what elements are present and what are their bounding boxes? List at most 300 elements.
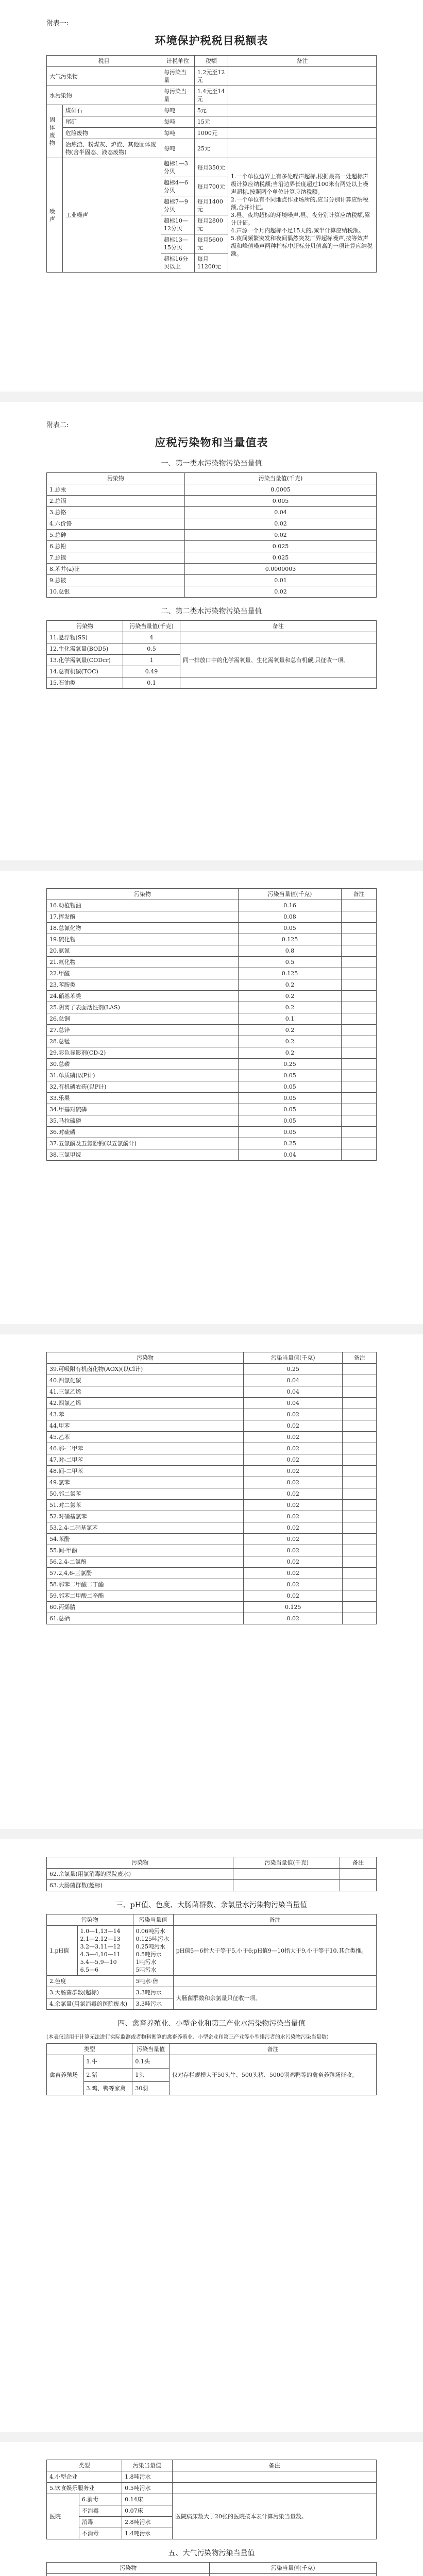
col-header: 污染物	[47, 889, 239, 900]
pollutant: 2.色度	[47, 1976, 133, 1987]
table-row	[47, 496, 377, 507]
note	[340, 1869, 377, 1880]
table-row	[47, 677, 377, 689]
type: 不消毒	[79, 2528, 122, 2539]
note	[341, 911, 376, 923]
table-row	[47, 1432, 377, 1443]
note	[341, 945, 376, 957]
table-row	[47, 968, 377, 979]
note	[341, 1025, 376, 1036]
table-row	[47, 1025, 377, 1036]
table-row	[47, 518, 377, 530]
col-header: 污染物	[47, 2563, 210, 2574]
livestock-table	[46, 2043, 377, 2095]
equiv-value: 0.2	[239, 1025, 342, 1036]
col-header: 备注	[169, 2044, 376, 2055]
equiv-value: 0.02	[244, 1432, 343, 1443]
tax-note	[228, 116, 377, 128]
col-header: 污染当量值(千克)	[244, 1352, 343, 1364]
pollutant: 39.可吸附有机卤化物(AOX)(以Cl计)	[47, 1364, 244, 1375]
equiv-value: 0.02	[244, 1420, 343, 1432]
note	[343, 1568, 377, 1579]
pollutant: 41.三氯乙烯	[47, 1386, 244, 1398]
equiv-value: 0.08	[239, 911, 342, 923]
table-row	[47, 1466, 377, 1477]
table-row	[47, 1568, 377, 1579]
note	[341, 1127, 376, 1138]
note	[343, 1556, 377, 1568]
equiv-value: 0.2	[239, 991, 342, 1002]
pollutant: 58.邻苯二甲酸二丁酯	[47, 1579, 244, 1590]
note	[343, 1375, 377, 1386]
tax-item: 冶炼渣、粉煤灰、炉渣、其他固体废物(含半固态、液态废物)	[63, 139, 161, 158]
page-2	[0, 402, 423, 860]
equiv-value: 0.8	[239, 945, 342, 957]
equiv-value: 0.25	[239, 1138, 342, 1149]
ph-color-table	[46, 1914, 377, 2010]
group-label: 医院	[47, 2494, 79, 2539]
pollutant: 60.丙烯腈	[47, 1602, 244, 1613]
pollutant: 53.2,4-二硝基氯苯	[47, 1522, 244, 1534]
tax-amount: 5元	[194, 105, 228, 116]
col-header: 污染当量值	[122, 2460, 173, 2471]
noise-group: 噪声	[47, 158, 63, 273]
pollutant: 23.苯胺类	[47, 979, 239, 991]
table-row	[47, 484, 377, 496]
noise-note: 5.夜间频繁突发和夜间偶然突发厂界超标噪声,按等效声级和峰值噪声两种指标中超标分贝值高的一项计算应纳税额。	[231, 235, 373, 257]
col-header: 备注	[173, 1914, 376, 1926]
noise-notes	[228, 158, 377, 273]
pollutant	[47, 2574, 210, 2576]
type: 不消毒	[79, 2505, 122, 2517]
table-row	[47, 552, 377, 564]
note	[343, 1534, 377, 1545]
pollutant: 29.彩色显影剂(CD-2)	[47, 1047, 239, 1059]
tax-note	[228, 67, 377, 86]
note	[341, 923, 376, 934]
note	[341, 1070, 376, 1081]
pollutant: 27.总锌	[47, 1025, 239, 1036]
pollutant: 12.生化需氧量(BOD5)	[47, 643, 123, 655]
pollutant: 8.苯并(a)芘	[47, 564, 185, 575]
table-row	[47, 1409, 377, 1420]
pollutant: 52.对硝基氯苯	[47, 1511, 244, 1522]
type: 1.牛	[83, 2055, 132, 2069]
air-pollutant-table	[46, 2562, 377, 2576]
equiv-value: 0.05	[239, 1115, 342, 1127]
equiv-value: 0.0005	[185, 484, 377, 496]
note	[343, 1522, 377, 1534]
pollutant: 46.邻-二甲苯	[47, 1443, 244, 1454]
noise-level: 超标10—12分贝	[161, 215, 194, 234]
table-row	[47, 1443, 377, 1454]
page-title: 应税污染物和当量值表	[155, 436, 268, 449]
table-row	[47, 643, 377, 655]
pollutant: 2.总镉	[47, 496, 185, 507]
pollutant: 18.总氰化物	[47, 923, 239, 934]
col-header: 污染当量值(千克)	[233, 1857, 340, 1869]
table-row	[47, 1545, 377, 1556]
col-header: 税额	[194, 56, 228, 67]
note	[341, 900, 376, 911]
equiv-value	[210, 2574, 377, 2576]
pollutant: 21.氟化物	[47, 957, 239, 968]
table-row	[47, 632, 377, 643]
col-header: 污染当量值(千克)	[210, 2563, 377, 2574]
note: 同一排放口中的化学需氧量、生化需氧量和总有机碳,只征收一项。	[180, 643, 376, 677]
table-row	[47, 2574, 377, 2576]
equiv-value: 0.05	[239, 1093, 342, 1104]
class2-water-table-cont	[46, 1352, 377, 1624]
equiv-value: 0.02	[244, 1522, 343, 1534]
equiv-value: 0.07床	[122, 2505, 173, 2517]
pollutant: 4.六价铬	[47, 518, 185, 530]
equiv-value: 0.02	[185, 586, 377, 598]
tax-amount: 1000元	[194, 128, 228, 139]
equiv-value: 0.5	[239, 957, 342, 968]
equiv-value: 2.8吨污水	[122, 2517, 173, 2528]
pollutant: 4.余氯量(用氯消毒的医院废水)	[47, 1998, 133, 2010]
pollutant: 10.总银	[47, 586, 185, 598]
col-header: 税目	[47, 56, 161, 67]
noise-level: 超标4—6分贝	[161, 177, 194, 196]
pollutant: 62.余氯量(用氯消毒的医院废水)	[47, 1869, 233, 1880]
col-header: 污染当量值	[132, 2044, 170, 2055]
equiv-value: 1.8吨污水	[122, 2471, 173, 2483]
note	[341, 1059, 376, 1070]
note	[341, 1093, 376, 1104]
tax-amount: 15元	[194, 116, 228, 128]
page-title: 环境保护税税目税额表	[155, 34, 268, 47]
table-row	[47, 1149, 377, 1161]
col-header: 类型	[47, 2044, 132, 2055]
tax-unit: 每吨	[161, 139, 194, 158]
equiv-value: 0.02	[244, 1443, 343, 1454]
pollutant: 31.单质磷(以P计)	[47, 1070, 239, 1081]
note	[343, 1443, 377, 1454]
col-header: 备注	[340, 1857, 377, 1869]
col-header: 污染物	[47, 473, 185, 484]
note	[343, 1590, 377, 1602]
col-header: 备注	[343, 1352, 377, 1364]
note	[341, 1149, 376, 1161]
equiv-value: 0.02	[185, 518, 377, 530]
tax-item: 危险废物	[63, 128, 161, 139]
note	[341, 968, 376, 979]
noise-amount: 每月2800元	[194, 215, 228, 234]
equiv-value: 0.05	[239, 1127, 342, 1138]
table-row	[47, 1364, 377, 1375]
page-5	[0, 1839, 423, 2432]
note	[341, 1013, 376, 1025]
tax-note	[228, 128, 377, 139]
table-row	[47, 1386, 377, 1398]
tax-note	[228, 139, 377, 158]
note: 医院病床数大于20张的医院按本表计算污染当量数。	[172, 2494, 376, 2539]
table-row	[47, 1477, 377, 1488]
col-header: 污染当量值(千克)	[239, 889, 342, 900]
type: 5.饮食娱乐服务业	[47, 2483, 122, 2494]
type: 消毒	[79, 2517, 122, 2528]
pollutant: 1.pH值	[47, 1926, 78, 1976]
table-row	[47, 1127, 377, 1138]
equiv-value: 0.02	[244, 1534, 343, 1545]
table-row	[47, 1138, 377, 1149]
equiv-value: 0.02	[244, 1500, 343, 1511]
solid-waste-group: 固体废物	[47, 105, 63, 158]
tax-unit: 每污染当量	[161, 67, 194, 86]
pollutant: 16.动植物油	[47, 900, 239, 911]
table-row	[47, 1002, 377, 1013]
note	[180, 632, 376, 643]
equiv-value: 0.2	[239, 979, 342, 991]
table-row	[47, 1093, 377, 1104]
noise-level: 超标16分贝以上	[161, 253, 194, 273]
equiv-value: 0.02	[244, 1545, 343, 1556]
equiv-value: 0.14床	[122, 2494, 173, 2505]
pollutant: 44.甲苯	[47, 1420, 244, 1432]
table-row	[47, 991, 377, 1002]
noise-amount: 每月350元	[194, 158, 228, 177]
section-title: 五、大气污染物污染当量值	[168, 2549, 255, 2557]
table-row	[47, 541, 377, 552]
equiv-value: 0.05	[239, 1081, 342, 1093]
type: 2.猪	[83, 2069, 132, 2082]
table-row	[47, 1880, 377, 1891]
col-header: 污染物	[47, 621, 123, 632]
tax-item: 尾矿	[63, 116, 161, 128]
attachment-label: 附表二:	[46, 421, 69, 429]
equiv-value: 0.02	[244, 1488, 343, 1500]
class2-water-table	[46, 620, 377, 689]
equiv-value: 0.005	[185, 496, 377, 507]
col-header: 污染物	[47, 1352, 244, 1364]
equiv-value: 0.025	[185, 552, 377, 564]
note	[172, 2483, 376, 2494]
note	[343, 1386, 377, 1398]
type: 6.消毒	[79, 2494, 122, 2505]
pollutant: 32.有机磷农药(以P计)	[47, 1081, 239, 1093]
note	[343, 1398, 377, 1409]
page-1	[0, 0, 423, 392]
equiv-value: 0.25	[239, 1059, 342, 1070]
noise-amount: 每月5600元	[194, 234, 228, 253]
page-3	[0, 871, 423, 1324]
col-header: 污染当量值(千克)	[185, 473, 377, 484]
section-title: 一、第一类水污染物污染当量值	[161, 460, 262, 468]
class2-water-table-cont	[46, 888, 377, 1161]
col-header: 备注	[180, 621, 376, 632]
note	[343, 1511, 377, 1522]
pollutant: 30.总磷	[47, 1059, 239, 1070]
pollutant: 63.大肠菌群数(超标)	[47, 1880, 233, 1891]
col-header: 类型	[47, 2460, 122, 2471]
equiv-value: 0.02	[185, 530, 377, 541]
table-row	[47, 923, 377, 934]
note: 大肠菌群数和余氯量只征收一项。	[173, 1987, 376, 2010]
equiv-value: 0.5	[123, 643, 180, 655]
type: 4.小型企业	[47, 2471, 122, 2483]
tax-unit: 每吨	[161, 105, 194, 116]
pollutant: 56.2,4-二氯酚	[47, 1556, 244, 1568]
equiv-value: 0.5吨污水	[122, 2483, 173, 2494]
table-row	[47, 979, 377, 991]
note	[343, 1602, 377, 1613]
equiv-value: 0.05	[239, 1104, 342, 1115]
note	[341, 991, 376, 1002]
equiv-value: 0.04	[244, 1398, 343, 1409]
note	[343, 1477, 377, 1488]
note	[343, 1545, 377, 1556]
equiv-value	[233, 1869, 340, 1880]
equiv-value: 0.2	[239, 1036, 342, 1047]
table-row	[47, 1070, 377, 1081]
equiv-value: 1	[123, 655, 180, 666]
pollutant: 13.化学需氧量(CODcr)	[47, 655, 123, 666]
equiv-value: 1.4吨污水	[122, 2528, 173, 2539]
table-row	[47, 1534, 377, 1545]
noise-note: 3.昼、夜均超标的环境噪声,昼、夜分别计算应纳税额,累计计征。	[231, 212, 370, 226]
equiv-value: 0.04	[185, 507, 377, 518]
table-row	[47, 1590, 377, 1602]
table-row	[47, 1059, 377, 1070]
equiv-value: 0.49	[123, 666, 180, 677]
tax-item: 水污染物	[47, 86, 161, 105]
table-row	[47, 507, 377, 518]
pollutant: 35.马拉硫磷	[47, 1115, 239, 1127]
section-title: 二、第二类水污染物污染当量值	[161, 607, 262, 616]
pollutant: 24.硝基苯类	[47, 991, 239, 1002]
note	[341, 1036, 376, 1047]
tax-note	[228, 105, 377, 116]
pollutant: 28.总锰	[47, 1036, 239, 1047]
pollutant: 6.总铅	[47, 541, 185, 552]
tax-note	[228, 86, 377, 105]
pollutant: 17.挥发酚	[47, 911, 239, 923]
pollutant: 25.阴离子表面活性剂(LAS)	[47, 1002, 239, 1013]
equiv-value: 0.05	[239, 923, 342, 934]
note	[343, 1488, 377, 1500]
table-row	[47, 1013, 377, 1025]
pollutant: 47.对-二甲苯	[47, 1454, 244, 1466]
equiv-value: 0.2	[239, 1047, 342, 1059]
note	[341, 1115, 376, 1127]
col-header: 污染当量值(千克)	[123, 621, 180, 632]
tax-item: 大气污染物	[47, 67, 161, 86]
table-row	[47, 1869, 377, 1880]
col-header: 备注	[228, 56, 377, 67]
table-row	[47, 564, 377, 575]
equiv-value: 0.125	[244, 1602, 343, 1613]
pollutant: 20.氨氮	[47, 945, 239, 957]
note	[340, 1880, 377, 1891]
equiv-value: 0.02	[244, 1409, 343, 1420]
equiv-value: 0.125	[239, 934, 342, 945]
equiv-value: 0.02	[244, 1613, 343, 1624]
equiv-value: 5吨水·倍	[133, 1976, 173, 1987]
pollutant: 26.总铜	[47, 1013, 239, 1025]
pollutant: 5.总砷	[47, 530, 185, 541]
noise-note: 1.一个单位边界上有多处噪声超标,根据最高一处超标声级计算应纳税额;当沿边界长度超过100米有两处以上噪声超标,按照两个单位计算应纳税额。	[231, 173, 368, 195]
col-header: 计税单位	[161, 56, 194, 67]
tax-amount: 1.4元至14元	[194, 86, 228, 105]
section-title: 四、禽畜养殖业、小型企业和第三产业水污染物污染当量值	[117, 2020, 306, 2028]
equiv-value: 1头	[132, 2069, 170, 2082]
pollutant: 61.总硒	[47, 1613, 244, 1624]
table-row	[47, 1398, 377, 1409]
pollutant: 9.总铍	[47, 575, 185, 586]
table-row	[47, 934, 377, 945]
tax-unit: 每污染当量	[161, 86, 194, 105]
equiv-value: 0.1头	[132, 2055, 170, 2069]
col-header: 备注	[341, 889, 376, 900]
equiv-value: 0.02	[244, 1454, 343, 1466]
note	[343, 1466, 377, 1477]
note	[341, 1104, 376, 1115]
equiv-value: 0.04	[239, 1149, 342, 1161]
equiv-value: 0.06吨污水 0.125吨污水 0.25吨污水 0.5吨污水 1吨污水 5吨污水	[133, 1926, 173, 1976]
note	[341, 934, 376, 945]
table-row	[47, 957, 377, 968]
class1-water-table	[46, 472, 377, 598]
note: pH值5—6指大于等于5,小于6;pH值9—10指大于9,小于等于10,其余类推。	[173, 1926, 376, 1976]
equiv-value: 0.2	[239, 1002, 342, 1013]
equiv-value: 0.04	[244, 1386, 343, 1398]
note	[341, 1081, 376, 1093]
table-row	[47, 1420, 377, 1432]
equiv-value: 0.1	[239, 1013, 342, 1025]
table-row	[47, 1375, 377, 1386]
table-row	[47, 1081, 377, 1093]
group-label: 禽畜养殖场	[47, 2055, 84, 2095]
pollutant: 1.总汞	[47, 484, 185, 496]
section-note: (本表仅适用于计算无法进行实际监测或者物料衡算的禽畜养殖业、小型企业和第三产业等小型排污者的水污染物污染当量数)	[46, 2035, 329, 2040]
col-header: 污染物	[47, 1857, 233, 1869]
tax-amount: 1.2元至12元	[194, 67, 228, 86]
equiv-value: 0.25	[244, 1364, 343, 1375]
equiv-value: 30羽	[132, 2082, 170, 2095]
equiv-value: 0.125	[239, 968, 342, 979]
equiv-value: 0.02	[244, 1568, 343, 1579]
equiv-value: 0.02	[244, 1579, 343, 1590]
note	[341, 1047, 376, 1059]
pollutant: 3.总铬	[47, 507, 185, 518]
pollutant: 11.悬浮物(SS)	[47, 632, 123, 643]
equiv-value: 0.02	[244, 1477, 343, 1488]
type: 3.鸡、鸭等家禽	[83, 2082, 132, 2095]
equiv-value: 0.025	[185, 541, 377, 552]
table-row	[47, 1556, 377, 1568]
pollutant: 50.邻二氯苯	[47, 1488, 244, 1500]
note	[341, 979, 376, 991]
table-row	[47, 1522, 377, 1534]
pollutant: 57.2,4,6-三氯酚	[47, 1568, 244, 1579]
table-row	[47, 1500, 377, 1511]
pollutant: 54.苯酚	[47, 1534, 244, 1545]
pollutant: 34.甲基对硫磷	[47, 1104, 239, 1115]
pollutant: 15.石油类	[47, 677, 123, 689]
equiv-value: 0.16	[239, 900, 342, 911]
pollutant: 37.五氯酚及五氯酚钠(以五氯酚计)	[47, 1138, 239, 1149]
note	[343, 1364, 377, 1375]
pollutant: 3.大肠菌群数(超标)	[47, 1987, 133, 1998]
table-row	[47, 1613, 377, 1624]
pollutant: 43.苯	[47, 1409, 244, 1420]
note	[343, 1420, 377, 1432]
equiv-value: 0.05	[239, 1070, 342, 1081]
tax-item: 煤矸石	[63, 105, 161, 116]
table-row	[47, 1047, 377, 1059]
